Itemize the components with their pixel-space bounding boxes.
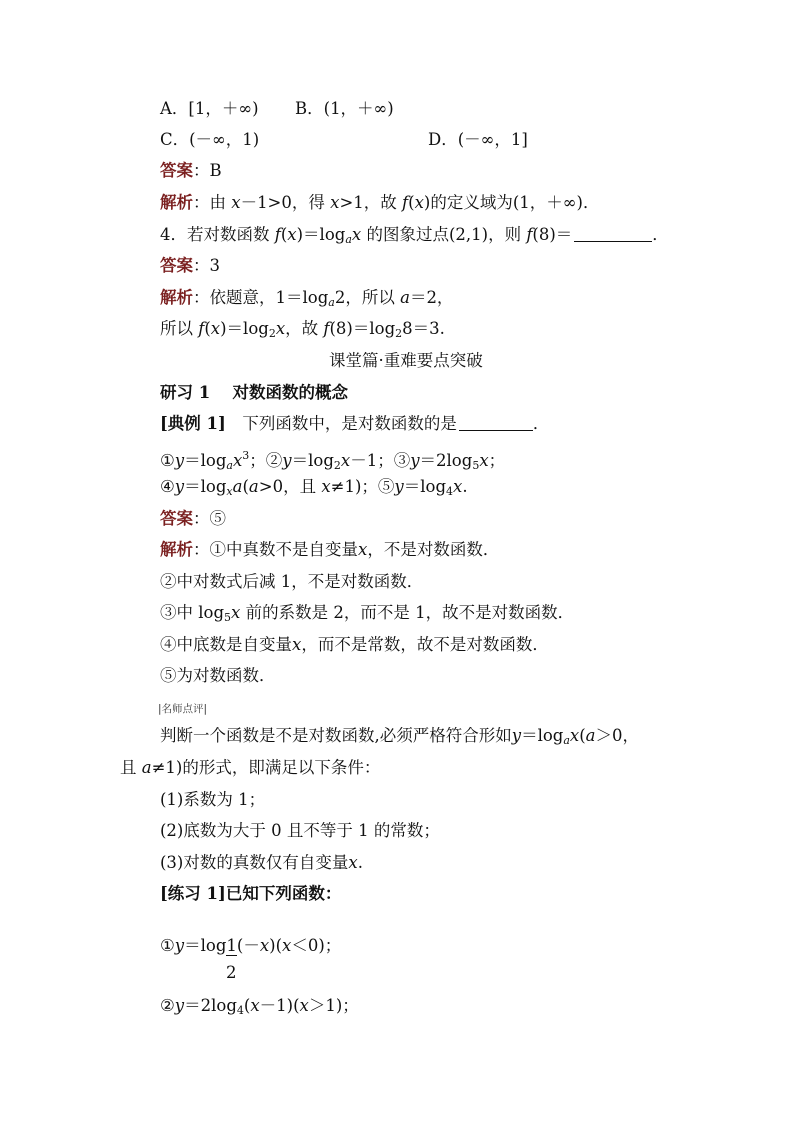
note-line-1: 判断一个函数是不是对数函数,必须严格符合形如$y=\log_ax(a>0$， [160,726,640,747]
example-answer: 答案：⑤ [160,509,226,528]
q3-answer: 答案：B [160,161,222,180]
study-heading: 研习 1 对数函数的概念 [160,383,348,402]
analysis-label: 解析 [160,193,193,212]
example-options-1: $①y=\log_ax^3$；$②y=\log_2x-1$；$③y=2\log_5x$； [160,449,506,472]
fraction-denominator: 2 [226,963,237,982]
section-title: 课堂篇·重难要点突破 [329,351,483,370]
teacher-note-label: |名师点评| [158,703,208,715]
example-question: [典例 1] 下列函数中，是对数函数的是 ． [160,414,550,433]
q4-analysis-1: 解析：依题意，$1=\log_a2$，所以 a＝2， [160,288,454,309]
example-analysis-2: ②中对数式后减 1，不是对数函数． [160,572,424,591]
answer-label: 答案 [160,509,193,528]
example-analysis-4: ④中底数是自变量x，而不是常数，故不是对数函数． [160,635,549,654]
note-line-2: 且 a≠1)的形式，即满足以下条件： [120,758,381,777]
option-c: C．(－∞，1) [160,130,260,149]
q3-analysis: 解析：由 x－1>0，得 x>1，故 f(x)的定义域为(1，＋∞)． [160,193,600,212]
option-b: B．(1，＋∞) [295,99,394,118]
answer-label: 答案 [160,161,193,180]
example-options-2: $④y=\log_xa(a>0$，且 x≠1)；$⑤y=\log_4x$. [160,477,468,498]
example-analysis-1: 解析：①中真数不是自变量x，不是对数函数． [160,540,500,559]
practice-heading: [练习 1]已知下列函数： [160,884,342,903]
answer-blank [459,414,533,431]
condition-2: (2)底数为大于 0 且不等于 1 的常数； [160,821,440,840]
q4-answer: 答案：3 [160,256,220,275]
condition-1: (1)系数为 1； [160,790,266,809]
answer-blank [574,225,652,242]
q4-question: 4．若对数函数 $f(x)=\log_ax$ 的图象过点(2,1)，则 f(8)＝ ． [160,225,669,246]
example-analysis-3: ③中 $\log_5x$ 前的系数是 2，而不是 1，故不是对数函数． [160,603,575,624]
answer-label: 答案 [160,256,193,275]
analysis-label: 解析 [160,288,193,307]
option-d: D．(－∞，1] [428,130,528,149]
q4-analysis-2: 所以 $f(x)=\log_2x$，故 $f(8)=\log_28=3$. [160,319,445,340]
practice-function-1: ①y＝log1(－x)(x＜0)； [160,936,342,955]
fraction-numerator: 1 [226,936,237,955]
analysis-label: 解析 [160,540,193,559]
option-a: A．[1，＋∞) [160,99,259,118]
example-analysis-5: ⑤为对数函数． [160,666,276,685]
condition-3: (3)对数的真数仅有自变量x. [160,853,363,872]
practice-function-2: $②y=2\log_4(x-1)(x>1)$； [160,996,359,1017]
